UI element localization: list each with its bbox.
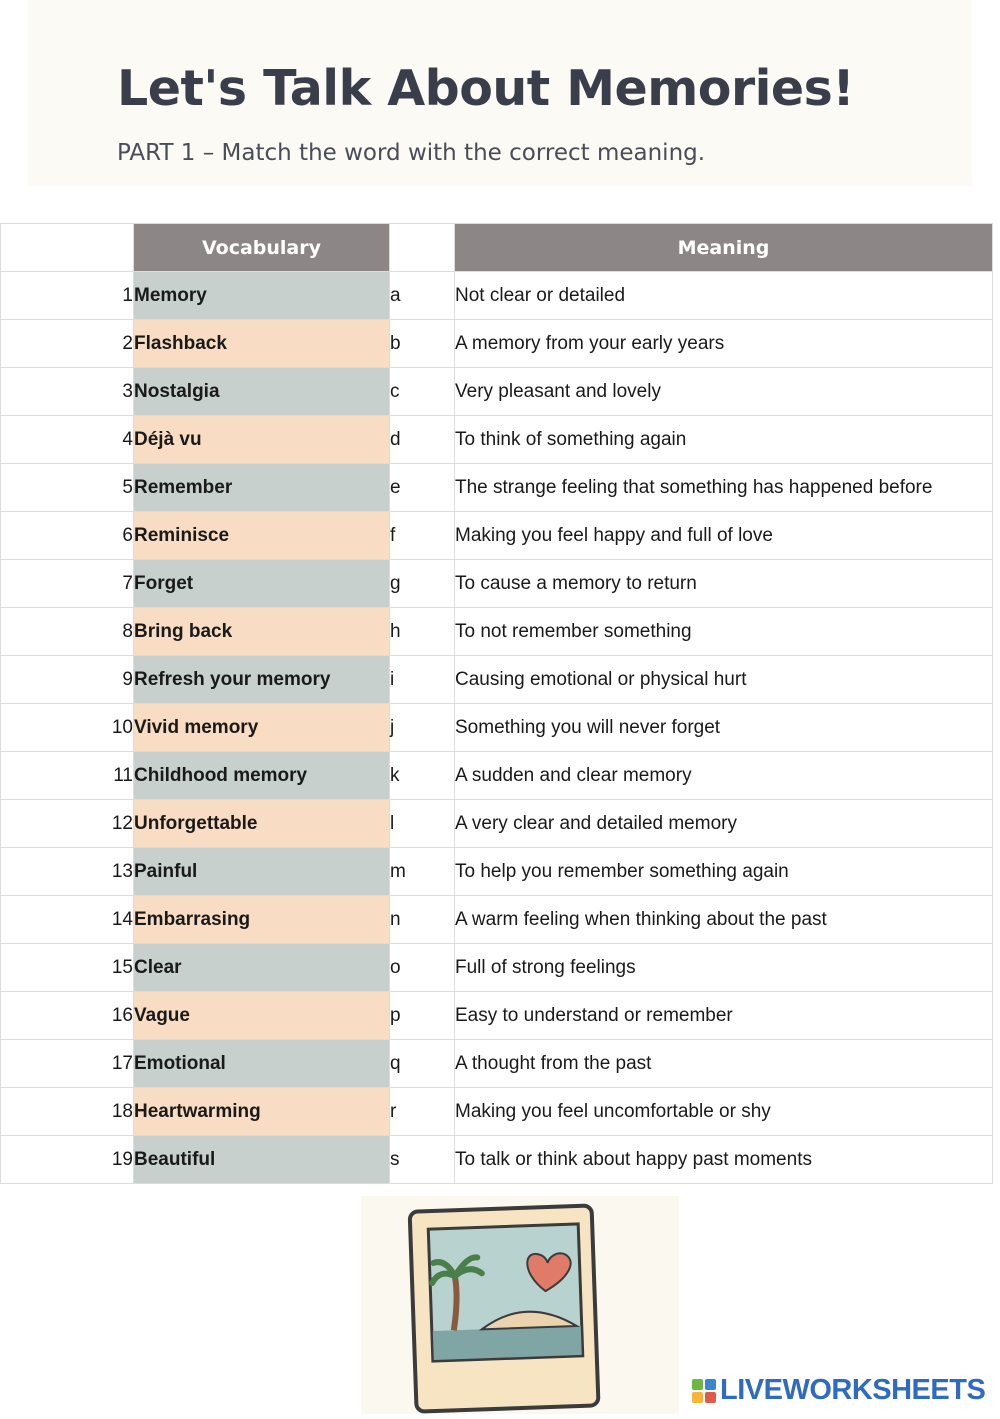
answer-letter: m: [390, 848, 455, 896]
meaning-text: Making you feel happy and full of love: [455, 512, 993, 560]
vocabulary-word: Remember: [134, 464, 390, 512]
vocabulary-word: Embarrasing: [134, 896, 390, 944]
vocabulary-word: Vague: [134, 992, 390, 1040]
table-row: [1, 368, 993, 416]
answer-letter: r: [390, 1088, 455, 1136]
table-row: [1, 752, 993, 800]
answer-letter: j: [390, 704, 455, 752]
meaning-text: Full of strong feelings: [455, 944, 993, 992]
answer-letter: n: [390, 896, 455, 944]
row-number: 4: [1, 416, 134, 464]
vocabulary-word: Déjà vu: [134, 416, 390, 464]
liveworksheets-logo: [692, 1374, 985, 1407]
table-row: [1, 992, 993, 1040]
meaning-text: To think of something again: [455, 416, 993, 464]
table-row: [1, 800, 993, 848]
meaning-column-header: Meaning: [455, 224, 993, 272]
vocabulary-column-header: Vocabulary: [134, 224, 390, 272]
meaning-text: A warm feeling when thinking about the past: [455, 896, 993, 944]
vocabulary-word: Painful: [134, 848, 390, 896]
row-number: 2: [1, 320, 134, 368]
table-header-row: [1, 224, 993, 272]
answer-letter: d: [390, 416, 455, 464]
page-title: Let's Talk About Memories!: [117, 60, 855, 117]
vocabulary-word: Childhood memory: [134, 752, 390, 800]
header-blank-cell: [390, 224, 455, 272]
table-row: [1, 512, 993, 560]
row-number: 6: [1, 512, 134, 560]
page-subtitle: PART 1 – Match the word with the correct meaning.: [117, 140, 706, 166]
row-number: 9: [1, 656, 134, 704]
row-number: 16: [1, 992, 134, 1040]
meaning-text: Making you feel uncomfortable or shy: [455, 1088, 993, 1136]
answer-letter: h: [390, 608, 455, 656]
row-number: 8: [1, 608, 134, 656]
answer-letter: q: [390, 1040, 455, 1088]
vocabulary-word: Vivid memory: [134, 704, 390, 752]
row-number: 11: [1, 752, 134, 800]
meaning-text: Not clear or detailed: [455, 272, 993, 320]
answer-letter: k: [390, 752, 455, 800]
answer-letter: i: [390, 656, 455, 704]
meaning-text: To cause a memory to return: [455, 560, 993, 608]
vocabulary-word: Clear: [134, 944, 390, 992]
table-row: [1, 464, 993, 512]
row-number: 10: [1, 704, 134, 752]
table-row: [1, 560, 993, 608]
answer-letter: g: [390, 560, 455, 608]
header-blank-cell: [1, 224, 134, 272]
meaning-text: Easy to understand or remember: [455, 992, 993, 1040]
vocabulary-word: Nostalgia: [134, 368, 390, 416]
answer-letter: b: [390, 320, 455, 368]
table-row: [1, 416, 993, 464]
vocabulary-word: Refresh your memory: [134, 656, 390, 704]
meaning-text: To help you remember something again: [455, 848, 993, 896]
vocabulary-word: Unforgettable: [134, 800, 390, 848]
table-row: [1, 656, 993, 704]
vocabulary-table: [0, 223, 993, 1184]
row-number: 1: [1, 272, 134, 320]
table-row: [1, 272, 993, 320]
vocabulary-word: Bring back: [134, 608, 390, 656]
answer-letter: p: [390, 992, 455, 1040]
answer-letter: s: [390, 1136, 455, 1184]
meaning-text: A thought from the past: [455, 1040, 993, 1088]
row-number: 3: [1, 368, 134, 416]
table-row: [1, 704, 993, 752]
vocabulary-word: Memory: [134, 272, 390, 320]
table-row: [1, 1088, 993, 1136]
answer-letter: l: [390, 800, 455, 848]
vocabulary-word: Heartwarming: [134, 1088, 390, 1136]
vocabulary-word: Reminisce: [134, 512, 390, 560]
table-row: [1, 944, 993, 992]
brand-name: LIVEWORKSHEETS: [720, 1374, 986, 1406]
brand-grid-icon: [692, 1379, 716, 1403]
polaroid-photo-icon: [361, 1196, 679, 1414]
row-number: 12: [1, 800, 134, 848]
row-number: 14: [1, 896, 134, 944]
vocabulary-word: Beautiful: [134, 1136, 390, 1184]
meaning-text: Something you will never forget: [455, 704, 993, 752]
answer-letter: c: [390, 368, 455, 416]
row-number: 7: [1, 560, 134, 608]
answer-letter: e: [390, 464, 455, 512]
meaning-text: To talk or think about happy past moments: [455, 1136, 993, 1184]
meaning-text: A very clear and detailed memory: [455, 800, 993, 848]
answer-letter: o: [390, 944, 455, 992]
meaning-text: The strange feeling that something has happened before: [455, 464, 993, 512]
answer-letter: a: [390, 272, 455, 320]
meaning-text: A sudden and clear memory: [455, 752, 993, 800]
meaning-text: Very pleasant and lovely: [455, 368, 993, 416]
table-row: [1, 896, 993, 944]
row-number: 17: [1, 1040, 134, 1088]
table-row: [1, 1040, 993, 1088]
row-number: 18: [1, 1088, 134, 1136]
row-number: 19: [1, 1136, 134, 1184]
meaning-text: A memory from your early years: [455, 320, 993, 368]
vocabulary-word: Emotional: [134, 1040, 390, 1088]
vocabulary-word: Flashback: [134, 320, 390, 368]
meaning-text: Causing emotional or physical hurt: [455, 656, 993, 704]
row-number: 13: [1, 848, 134, 896]
meaning-text: To not remember something: [455, 608, 993, 656]
answer-letter: f: [390, 512, 455, 560]
table-row: [1, 320, 993, 368]
table-row: [1, 1136, 993, 1184]
row-number: 15: [1, 944, 134, 992]
vocabulary-word: Forget: [134, 560, 390, 608]
table-row: [1, 608, 993, 656]
row-number: 5: [1, 464, 134, 512]
table-row: [1, 848, 993, 896]
